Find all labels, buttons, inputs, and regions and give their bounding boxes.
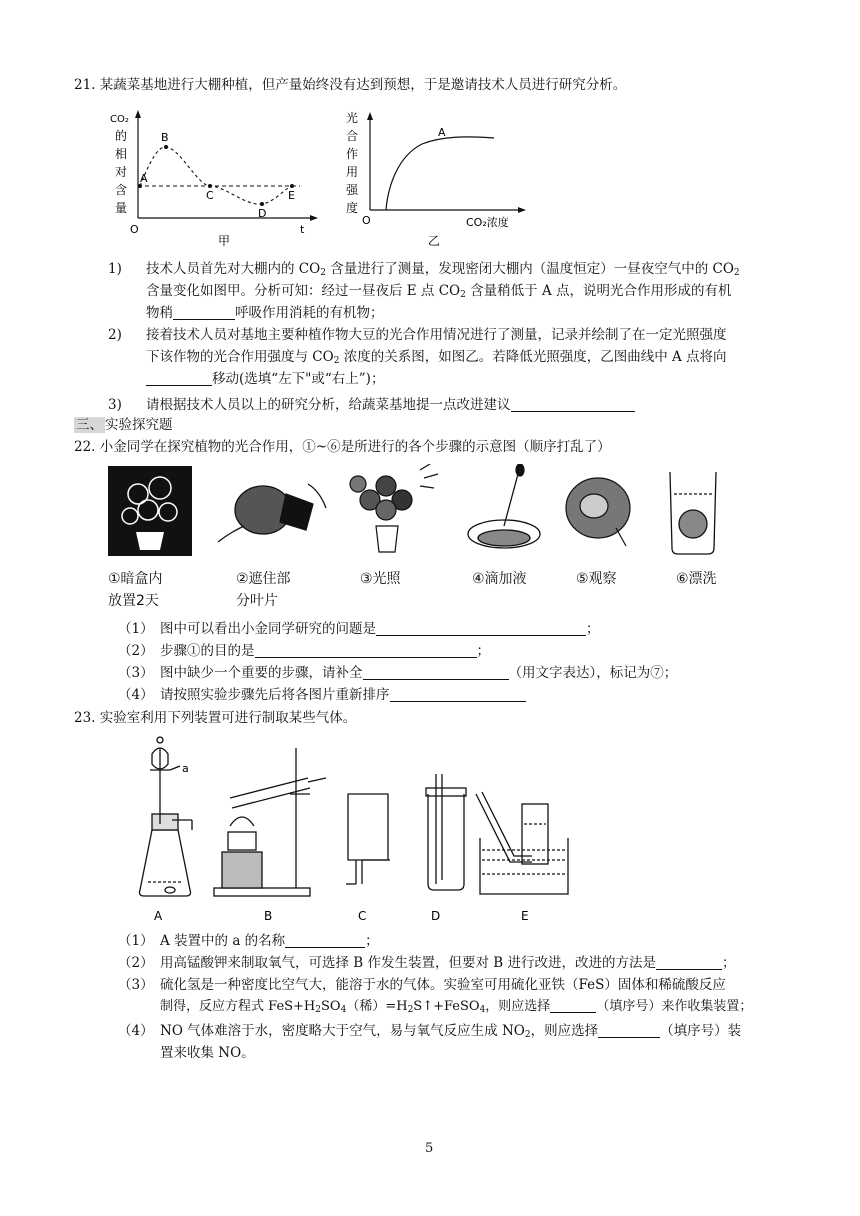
q23-stem: 23. 实验室利用下列装置可进行制取某些气体。 — [74, 710, 357, 726]
q23-item2-num: （2） — [118, 955, 154, 971]
answer-blank[interactable] — [363, 665, 509, 680]
fig-yi-xaxis: CO₂浓度 — [466, 216, 509, 229]
apparatus-c — [346, 794, 390, 884]
fig-jia-xaxis: t — [300, 223, 305, 236]
q21-item1-line2: 含量变化如图甲。分析可知：经过一昼夜后 E 点 $CO_2$ 含量稍低于 A 点，说明光合作用形成的有机 — [146, 283, 732, 300]
step3-label: ③光照 — [360, 571, 401, 587]
q23-item3-num: （3） — [118, 977, 154, 993]
fig-yi-origin: O — [362, 214, 371, 227]
q23-item1-num: （1） — [118, 933, 154, 949]
q21-item2-line1: 接着技术人员对基地主要种植作物大豆的光合作用情况进行了测量，记录并绘制了在一定光照强度 — [146, 327, 727, 343]
figure-yi — [342, 106, 542, 251]
answer-blank[interactable] — [390, 687, 526, 702]
q23-apparatus — [130, 734, 570, 934]
fig-jia-origin: O — [130, 223, 139, 236]
q23-item4-line1: NO 气体难溶于水，密度略大于空气，易与氧气反应生成 $NO_2$，则应选择 （填序号）装 — [160, 1023, 742, 1040]
apparatus-a — [140, 737, 193, 896]
fig-jia-ylabel — [110, 114, 129, 215]
fig-yi-caption: 乙 — [428, 234, 441, 248]
q21-item2-line2: 下该作物的光合作用强度与 $CO_2$ 浓度的关系图，如图乙。若降低光照强度，乙图曲线中 A 点将向 — [146, 349, 727, 366]
q21-item1-line3: 物稍 呼吸作用消耗的有机物； — [146, 305, 384, 321]
q23-item2: 用高锰酸钾来制取氧气，可选择 B 作发生装置，但要对 B 进行改进，改进的方法是 ； — [160, 955, 736, 971]
q22-item3-num: （3） — [118, 665, 154, 681]
q21-item2-line3: 移动(选填“左下"或“右上”)； — [146, 368, 384, 390]
answer-blank[interactable] — [550, 998, 596, 1013]
fig-jia-point-e: E — [288, 189, 295, 202]
fig-jia-caption: 甲 — [218, 234, 231, 248]
fig-jia-ylabel-3: 对 — [115, 165, 128, 179]
step6-label: ⑥漂洗 — [676, 571, 717, 587]
step1-label: ①暗盒内 — [108, 571, 163, 587]
apparatus-a-label: A — [154, 909, 163, 923]
apparatus-a-pointer-label: a — [182, 762, 189, 775]
answer-blank[interactable] — [656, 955, 722, 970]
fig-yi-ylabel-4: 强 — [346, 183, 359, 197]
fig-jia-ylabel-5: 量 — [115, 201, 128, 215]
figure-jia — [100, 106, 330, 251]
fig-yi-ylabel-2: 作 — [346, 147, 359, 161]
q21-item3-line1: 请根据技术人员以上的研究分析，给蔬菜基地提一点改进建议 — [146, 394, 635, 416]
q22-item4-num: （4） — [118, 687, 154, 703]
q23-item3-line2: 制得，反应方程式 $FeS+H_2SO_4$（稀）$=H_2S↑+FeSO_4$，则应选择 （填序号）来作收集装置； — [160, 999, 753, 1015]
q22-item4: 请按照实验步骤先后将各图片重新排序 — [160, 684, 526, 706]
fig-jia-ylabel-4: 含 — [115, 183, 128, 197]
fig-jia-ylabel-0: CO₂ — [110, 114, 129, 125]
step4-label: ④滴加液 — [472, 571, 527, 587]
step5-label: ⑤观察 — [576, 571, 617, 587]
answer-blank[interactable] — [598, 1023, 660, 1038]
answer-blank[interactable] — [285, 933, 365, 948]
fig-jia-point-b: B — [161, 131, 169, 144]
q21-item1-line1: 技术人员首先对大棚内的 $CO_2$ 含量进行了测量，发现密闭大棚内（温度恒定）一昼夜空气中的 $CO_2$ — [146, 261, 740, 278]
q23-item3-line1: 硫化氢是一种密度比空气大，能溶于水的气体。实验室可用硫化亚铁（FeS）固体和稀硫酸反应 — [160, 977, 726, 993]
apparatus-e-label: E — [521, 909, 529, 923]
step2-label: ②遮住部 — [236, 571, 291, 587]
fig-jia-ylabel-2: 相 — [115, 147, 128, 161]
q23-item1: A 装置中的 a 的名称 ； — [160, 933, 379, 949]
fig-jia-point-c: C — [206, 189, 214, 202]
apparatus-e — [476, 792, 568, 894]
q21-stem: 21. 某蔬菜基地进行大棚种植，但产量始终没有达到预想，于是邀请技术人员进行研究分析。 — [74, 77, 627, 93]
fig-yi-ylabel-1: 合 — [346, 129, 359, 143]
section-header — [74, 414, 173, 436]
apparatus-b — [214, 748, 326, 896]
step2-label-line2: 分叶片 — [236, 593, 278, 609]
answer-blank[interactable] — [173, 305, 235, 320]
q22-item1-num: （1） — [118, 621, 154, 637]
apparatus-d — [426, 774, 466, 890]
apparatus-b-label: B — [264, 909, 273, 923]
answer-blank[interactable] — [146, 371, 212, 386]
apparatus-c-label: C — [358, 909, 367, 923]
q23-item4-line2: 置来收集 NO。 — [160, 1045, 255, 1061]
q22-stem: 22. 小金同学在探究植物的光合作用，①~⑥是所进行的各个步骤的示意图（顺序打乱了） — [74, 439, 611, 455]
step6-illustration — [670, 472, 716, 554]
fig-jia-ylabel-1: 的 — [115, 129, 128, 143]
step4-illustration — [468, 464, 540, 548]
fig-yi-ylabel-3: 用 — [346, 165, 359, 179]
step5-illustration — [566, 478, 630, 546]
apparatus-d-label: D — [431, 909, 441, 923]
step1-label-line2: 放置2天 — [108, 593, 159, 609]
step2-illustration — [218, 484, 326, 542]
step1-illustration — [108, 466, 192, 556]
q21-item1-num: 1) — [108, 261, 122, 277]
q22-item3: 图中缺少一个重要的步骤，请补全 （用文字表达），标记为⑦； — [160, 665, 678, 681]
answer-blank[interactable] — [255, 643, 477, 658]
fig-yi-point-a: A — [438, 126, 446, 139]
q22-item1: 图中可以看出小金同学研究的问题是 ； — [160, 621, 600, 637]
q23-item4-num: （4） — [118, 1023, 154, 1039]
step3-illustration — [350, 464, 438, 552]
fig-yi-ylabel-0: 光 — [346, 111, 359, 125]
section-title: 实验探究题 — [105, 417, 173, 433]
fig-jia-point-a: A — [140, 172, 148, 185]
q21-item2-num: 2) — [108, 327, 122, 343]
q21-item3-num: 3) — [108, 397, 122, 413]
q22-item2: 步骤①的目的是 ； — [160, 643, 490, 659]
q22-item2-num: （2） — [118, 643, 154, 659]
q22-step-illustrations — [108, 464, 728, 559]
fig-jia-point-d: D — [258, 207, 267, 220]
page-number: 5 — [425, 1141, 434, 1156]
answer-blank[interactable] — [511, 397, 635, 412]
section-number: 三、 — [76, 417, 103, 433]
fig-yi-ylabel-5: 度 — [346, 201, 359, 215]
answer-blank[interactable] — [376, 621, 586, 636]
